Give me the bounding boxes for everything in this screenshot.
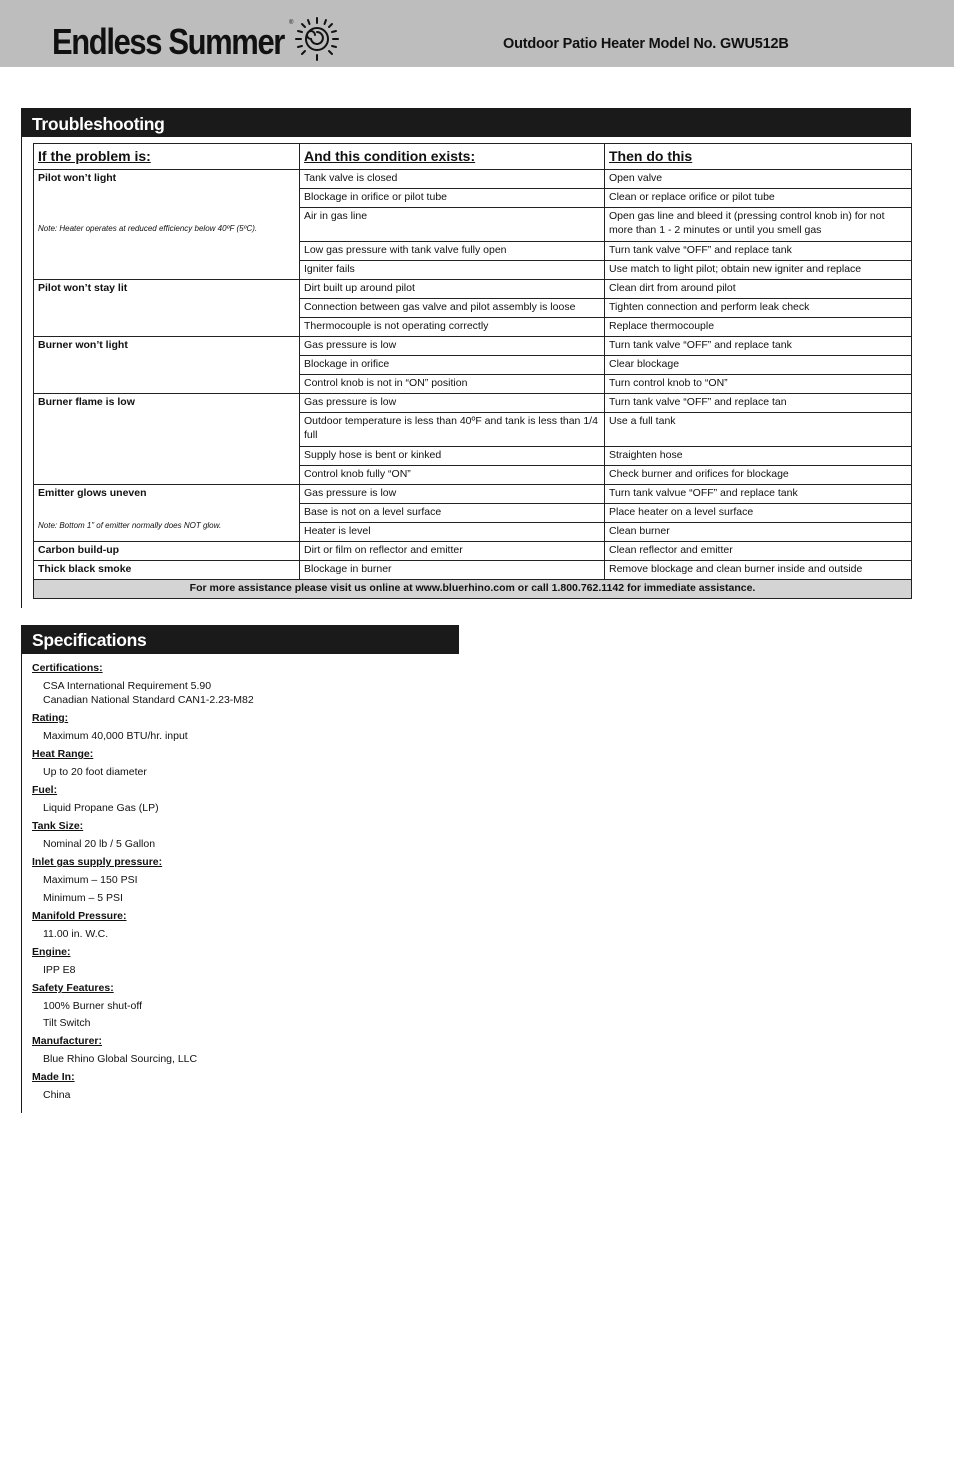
problem-label: Thick black smoke <box>38 563 132 575</box>
action-cell: Turn tank valve “OFF” and replace tank <box>605 242 912 261</box>
action-cell: Turn control knob to “ON” <box>605 375 912 394</box>
spec-label: Manufacturer: <box>32 1035 103 1047</box>
problem-cell <box>34 170 300 280</box>
spec-label: Made In: <box>32 1071 75 1083</box>
spec-label: Safety Features: <box>32 982 114 994</box>
action-cell: Clean reflector and emitter <box>605 542 912 561</box>
action-cell: Clear blockage <box>605 356 912 375</box>
troubleshooting-table <box>33 143 912 599</box>
condition-cell: Dirt or film on reflector and emitter <box>300 542 605 561</box>
condition-cell: Thermocouple is not operating correctly <box>300 318 605 337</box>
table-row <box>34 170 912 189</box>
spec-values <box>32 924 452 944</box>
spec-value: Minimum – 5 PSI <box>43 892 123 904</box>
spec-values <box>32 996 452 1033</box>
condition-cell: Low gas pressure with tank valve fully open <box>300 242 605 261</box>
spec-value: Liquid Propane Gas (LP) <box>43 802 159 814</box>
spec-value: 11.00 in. W.C. <box>43 928 109 940</box>
spec-value: Up to 20 foot diameter <box>43 766 147 778</box>
spec-values <box>32 960 452 980</box>
registered-mark: ® <box>289 20 294 26</box>
page-header <box>0 0 954 67</box>
action-cell: Use match to light pilot; obtain new igniter and replace <box>605 261 912 280</box>
action-cell: Open gas line and bleed it (pressing control knob in) for not more than 1 - 2 minutes or until you smell gas <box>605 208 912 242</box>
column-header-action: Then do this <box>605 144 912 170</box>
troubleshooting-heading: Troubleshooting <box>21 108 911 137</box>
condition-cell: Base is not on a level surface <box>300 504 605 523</box>
action-cell: Open valve <box>605 170 912 189</box>
table-row <box>34 485 912 504</box>
action-cell: Clean dirt from around pilot <box>605 280 912 299</box>
condition-cell: Connection between gas valve and pilot assembly is loose <box>300 299 605 318</box>
spec-label: Fuel: <box>32 784 58 796</box>
spec-value: China <box>43 1089 71 1101</box>
spec-value: IPP E8 <box>43 964 76 976</box>
spec-value: 100% Burner shut-off <box>43 1000 143 1012</box>
spec-label: Manifold Pressure: <box>32 910 127 922</box>
problem-cell <box>34 485 300 542</box>
spec-values <box>32 870 452 908</box>
spec-value: Canadian National Standard CAN1-2.23-M82 <box>43 694 254 706</box>
action-cell: Clean or replace orifice or pilot tube <box>605 189 912 208</box>
brand-logo-text: Endless Summer <box>52 21 284 62</box>
section-rule <box>21 108 22 608</box>
condition-cell: Blockage in orifice <box>300 356 605 375</box>
problem-cell <box>34 561 300 580</box>
action-cell: Turn tank valve “OFF” and replace tan <box>605 394 912 413</box>
problem-note: Note: Bottom 1” of emitter normally does NOT glow. <box>38 521 222 530</box>
column-header-condition: And this condition exists: <box>300 144 605 170</box>
condition-cell: Gas pressure is low <box>300 394 605 413</box>
condition-cell: Outdoor temperature is less than 40ºF and tank is less than 1/4 full <box>300 413 605 447</box>
condition-cell: Air in gas line <box>300 208 605 242</box>
assistance-note: For more assistance please visit us online at www.bluerhino.com or call 1.800.762.1142 for immediate assistance. <box>34 580 912 599</box>
specifications-list <box>32 660 452 1105</box>
spec-value: Maximum 40,000 BTU/hr. input <box>43 730 188 742</box>
condition-cell: Supply hose is bent or kinked <box>300 447 605 466</box>
spec-value: Tilt Switch <box>43 1017 91 1029</box>
spec-value: Blue Rhino Global Sourcing, LLC <box>43 1053 198 1065</box>
problem-label: Pilot won’t light <box>38 172 117 184</box>
table-row <box>34 542 912 561</box>
problem-label: Burner flame is low <box>38 396 135 408</box>
spec-label: Inlet gas supply pressure: <box>32 856 163 868</box>
action-cell: Remove blockage and clean burner inside and outside <box>605 561 912 580</box>
table-row <box>34 394 912 413</box>
spec-values <box>32 762 452 782</box>
action-cell: Replace thermocouple <box>605 318 912 337</box>
problem-cell <box>34 337 300 394</box>
sun-logo-icon <box>293 15 341 63</box>
spec-values <box>32 676 452 710</box>
table-row <box>34 280 912 299</box>
action-cell: Check burner and orifices for blockage <box>605 466 912 485</box>
spec-label: Rating: <box>32 712 69 724</box>
table-row <box>34 561 912 580</box>
problem-cell <box>34 542 300 561</box>
problem-label: Carbon build-up <box>38 544 120 556</box>
condition-cell: Tank valve is closed <box>300 170 605 189</box>
problem-label: Pilot won’t stay lit <box>38 282 128 294</box>
condition-cell: Gas pressure is low <box>300 337 605 356</box>
spec-values <box>32 834 452 854</box>
condition-cell: Heater is level <box>300 523 605 542</box>
spec-label: Engine: <box>32 946 71 958</box>
problem-note: Note: Heater operates at reduced efficiency below 40ºF (5ºC). <box>38 224 258 233</box>
assistance-row <box>34 580 912 599</box>
problem-label: Emitter glows uneven <box>38 487 147 499</box>
condition-cell: Dirt built up around pilot <box>300 280 605 299</box>
spec-values <box>32 726 452 746</box>
condition-cell: Blockage in orifice or pilot tube <box>300 189 605 208</box>
spec-label: Certifications: <box>32 662 103 674</box>
table-row <box>34 337 912 356</box>
action-cell: Turn tank valvue “OFF” and replace tank <box>605 485 912 504</box>
spec-label: Heat Range: <box>32 748 94 760</box>
problem-cell <box>34 394 300 485</box>
spec-values <box>32 1049 452 1069</box>
action-cell: Clean burner <box>605 523 912 542</box>
action-cell: Tighten connection and perform leak check <box>605 299 912 318</box>
spec-value: CSA International Requirement 5.90 <box>43 680 212 692</box>
action-cell: Place heater on a level surface <box>605 504 912 523</box>
spec-label: Tank Size: <box>32 820 84 832</box>
spec-values <box>32 1085 452 1105</box>
condition-cell: Control knob is not in “ON” position <box>300 375 605 394</box>
condition-cell: Gas pressure is low <box>300 485 605 504</box>
specifications-heading: Specifications <box>21 625 459 654</box>
condition-cell: Control knob fully “ON” <box>300 466 605 485</box>
condition-cell: Blockage in burner <box>300 561 605 580</box>
spec-value: Nominal 20 lb / 5 Gallon <box>43 838 156 850</box>
problem-label: Burner won’t light <box>38 339 128 351</box>
action-cell: Straighten hose <box>605 447 912 466</box>
column-header-problem: If the problem is: <box>34 144 300 170</box>
section-rule <box>21 625 22 1113</box>
action-cell: Turn tank valve “OFF” and replace tank <box>605 337 912 356</box>
model-number-heading: Outdoor Patio Heater Model No. GWU512B <box>503 36 789 52</box>
problem-cell <box>34 280 300 337</box>
condition-cell: Igniter fails <box>300 261 605 280</box>
spec-values <box>32 798 452 818</box>
spec-value: Maximum – 150 PSI <box>43 874 138 886</box>
action-cell: Use a full tank <box>605 413 912 447</box>
